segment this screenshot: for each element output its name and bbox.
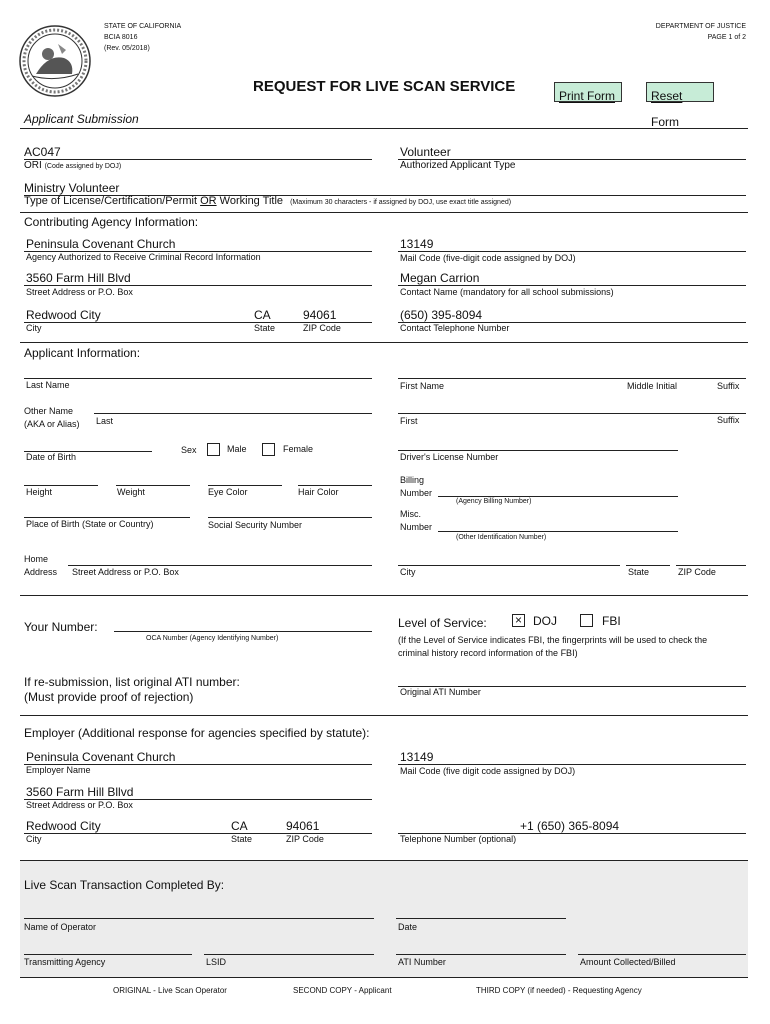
working-title-label-a: Type of License/Certification/Permit — [24, 195, 198, 207]
employer-state-label: State — [231, 834, 253, 844]
misc-label-b: Number — [400, 522, 433, 532]
employer-state-field[interactable]: CA — [231, 819, 248, 833]
department-name: DEPARTMENT OF JUSTICE — [655, 23, 746, 30]
working-title-label-or: OR — [200, 195, 217, 207]
agency-city-label: City — [26, 323, 42, 333]
weight-label: Weight — [117, 487, 145, 497]
ssn-label: Social Security Number — [208, 520, 303, 530]
agency-zip-label: ZIP Code — [303, 323, 341, 333]
employer-city-field[interactable]: Redwood City — [26, 819, 101, 833]
fbi-label: FBI — [602, 614, 621, 628]
sex-label: Sex — [181, 445, 197, 455]
employer-zip-label: ZIP Code — [286, 834, 324, 844]
operator-name-label: Name of Operator — [24, 922, 97, 932]
misc-note: (Other Identification Number) — [456, 534, 547, 541]
amount-collected-label: Amount Collected/Billed — [580, 957, 676, 967]
fbi-note-line1: (If the Level of Service indicates FBI, the fingerprints will be used to check the — [398, 635, 708, 645]
employer-name-field[interactable]: Peninsula Covenant Church — [26, 750, 176, 764]
hair-color-label: Hair Color — [298, 487, 339, 497]
drivers-license-label: Driver's License Number — [400, 452, 499, 462]
section-heading-contributing-agency: Contributing Agency Information: — [24, 215, 199, 229]
employer-mail-code-label: Mail Code (five digit code assigned by DOJ) — [400, 766, 576, 776]
form-revision: (Rev. 05/2018) — [104, 45, 150, 52]
billing-label-b: Number — [400, 488, 433, 498]
agency-state-label: State — [254, 323, 276, 333]
ori-field[interactable]: AC047 — [24, 145, 61, 159]
employer-phone-label: Telephone Number (optional) — [400, 834, 517, 844]
agency-name-field[interactable]: Peninsula Covenant Church — [26, 237, 176, 251]
employer-zip-field[interactable]: 94061 — [286, 819, 320, 833]
eye-color-label: Eye Color — [208, 487, 248, 497]
fbi-checkbox[interactable] — [580, 614, 593, 627]
agency-street-field[interactable]: 3560 Farm Hill Blvd — [26, 271, 131, 285]
mail-code-label: Mail Code (five-digit code assigned by DOJ) — [400, 253, 576, 263]
state-seal-logo — [18, 24, 92, 98]
agency-state-field[interactable]: CA — [254, 308, 271, 322]
applicant-type-field[interactable]: Volunteer — [400, 145, 451, 159]
suffix-label: Suffix — [717, 381, 740, 391]
other-name-label-a: Other Name — [24, 406, 74, 416]
section-heading-employer: Employer (Additional response for agencies specified by statute): — [24, 726, 370, 740]
ori-label — [24, 160, 121, 171]
form-id: BCIA 8016 — [104, 34, 138, 41]
working-title-note: (Maximum 30 characters - if assigned by DOJ, use exact title assigned) — [290, 199, 512, 206]
footer-third-copy: THIRD COPY (if needed) - Requesting Agency — [476, 986, 642, 995]
mail-code-field[interactable]: 13149 — [400, 237, 434, 251]
date-label: Date — [398, 922, 418, 932]
resubmission-label-line1: If re-submission, list original ATI number: — [24, 675, 240, 689]
section-heading-live-scan: Live Scan Transaction Completed By: — [24, 878, 225, 892]
billing-note: (Agency Billing Number) — [456, 498, 532, 505]
state-name: STATE OF CALIFORNIA — [104, 23, 182, 30]
home-zip-label: ZIP Code — [678, 567, 716, 577]
original-ati-label: Original ATI Number — [400, 687, 481, 697]
female-label: Female — [283, 444, 314, 454]
last-name-label: Last Name — [26, 380, 70, 390]
billing-label-a: Billing — [400, 475, 425, 485]
section-heading-applicant-information: Applicant Information: — [24, 346, 141, 360]
ori-note: (Code assigned by DOJ) — [44, 163, 122, 170]
agency-zip-field[interactable]: 94061 — [303, 308, 337, 322]
fbi-note-line2: criminal history record information of the FBI) — [398, 648, 578, 658]
lsid-label: LSID — [206, 957, 227, 967]
height-label: Height — [26, 487, 53, 497]
employer-phone-field[interactable]: +1 (650) 365-8094 — [520, 819, 620, 833]
first-name-label: First Name — [400, 381, 445, 391]
page-number: PAGE 1 of 2 — [707, 34, 746, 41]
your-number-label: Your Number: — [24, 620, 98, 634]
employer-mail-code-field[interactable]: 13149 — [400, 750, 434, 764]
misc-label-a: Misc. — [400, 509, 421, 519]
female-checkbox[interactable] — [262, 443, 275, 456]
resubmission-label-line2: (Must provide proof of rejection) — [24, 690, 194, 704]
dob-label: Date of Birth — [26, 452, 77, 462]
place-of-birth-label: Place of Birth (State or Country) — [26, 519, 154, 529]
home-state-label: State — [628, 567, 650, 577]
contact-name-field[interactable]: Megan Carrion — [400, 271, 480, 285]
employer-street-field[interactable]: 3560 Farm Hill Bllvd — [26, 785, 134, 799]
contact-phone-field[interactable]: (650) 395-8094 — [400, 308, 483, 322]
doj-checkbox[interactable]: × — [512, 614, 525, 627]
footer-second-copy: SECOND COPY - Applicant — [293, 986, 392, 995]
level-of-service-label: Level of Service: — [398, 616, 487, 630]
alias-first-label: First — [400, 416, 418, 426]
working-title-label — [24, 195, 511, 207]
alias-suffix-label: Suffix — [717, 415, 740, 425]
male-checkbox[interactable] — [207, 443, 220, 456]
other-name-label-b: (AKA or Alias) — [24, 419, 80, 429]
ori-label-text: ORI — [24, 160, 42, 171]
employer-street-label: Street Address or P.O. Box — [26, 800, 133, 810]
working-title-label-b: Working Title — [219, 195, 284, 207]
agency-street-label: Street Address or P.O. Box — [26, 287, 133, 297]
contact-phone-label: Contact Telephone Number — [400, 323, 510, 333]
home-address-label-b: Address — [24, 567, 58, 577]
employer-name-label: Employer Name — [26, 765, 91, 775]
contact-name-label: Contact Name (mandatory for all school submissions) — [400, 287, 614, 297]
form-title: REQUEST FOR LIVE SCAN SERVICE — [253, 78, 516, 95]
home-address-label-a: Home — [24, 554, 49, 564]
doj-label: DOJ — [533, 614, 557, 628]
agency-name-label: Agency Authorized to Receive Criminal Record Information — [26, 252, 261, 262]
employer-city-label: City — [26, 834, 42, 844]
male-label: Male — [227, 444, 247, 454]
footer-original-copy: ORIGINAL - Live Scan Operator — [113, 986, 227, 995]
section-heading-applicant-submission: Applicant Submission — [24, 112, 139, 126]
print-form-button[interactable]: Print Form — [554, 82, 622, 102]
transmitting-agency-label: Transmitting Agency — [24, 957, 106, 967]
alias-last-label: Last — [96, 416, 114, 426]
reset-form-button[interactable]: Reset Form — [646, 82, 714, 102]
applicant-type-label: Authorized Applicant Type — [400, 160, 516, 171]
oca-note: OCA Number (Agency Identifying Number) — [146, 635, 279, 642]
home-city-label: City — [400, 567, 416, 577]
working-title-field[interactable]: Ministry Volunteer — [24, 181, 120, 195]
agency-city-field[interactable]: Redwood City — [26, 308, 101, 322]
home-street-label: Street Address or P.O. Box — [72, 567, 179, 577]
ati-number-label: ATI Number — [398, 957, 446, 967]
middle-initial-label: Middle Initial — [627, 381, 678, 391]
